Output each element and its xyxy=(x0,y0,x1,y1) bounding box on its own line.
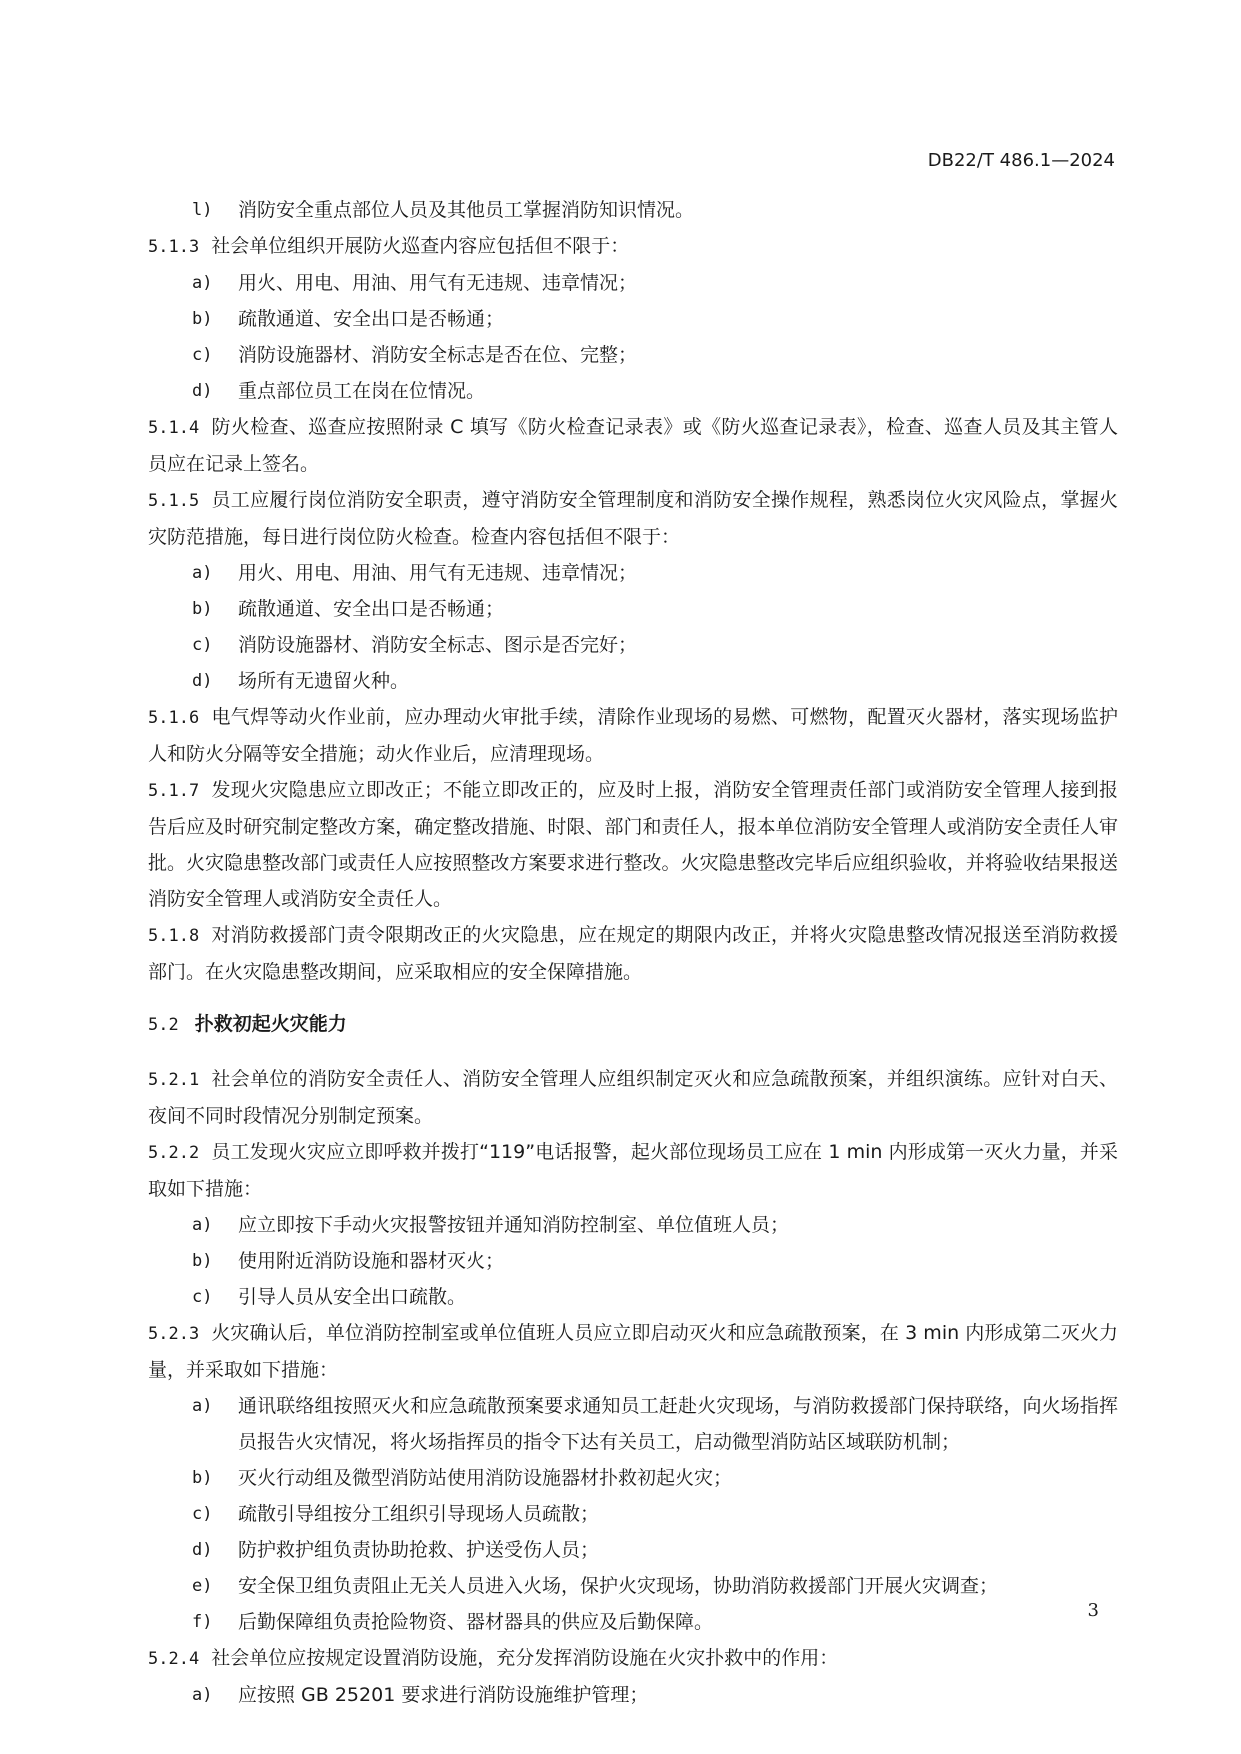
clause-number: 5.2.1 xyxy=(148,1070,200,1090)
clause-paragraph xyxy=(148,917,1118,990)
list-item-marker: b) xyxy=(192,599,213,619)
list-item xyxy=(148,373,1118,409)
clause-number: 5.2.2 xyxy=(148,1143,200,1163)
standard-code: DB22/T 486.1—2024 xyxy=(927,150,1115,171)
section-title: 扑救初起火灾能力 xyxy=(194,1013,347,1035)
list-item-marker: d) xyxy=(192,381,213,401)
list-item-text: 重点部位员工在岗在位情况。 xyxy=(238,380,486,402)
page-number: 3 xyxy=(1087,1600,1099,1621)
list-item xyxy=(148,337,1118,373)
clause-number: 5.1.7 xyxy=(148,781,200,801)
list-item xyxy=(148,1532,1118,1568)
clause-paragraph xyxy=(148,1134,1118,1207)
list-item-marker: l) xyxy=(192,200,213,220)
list-item-marker: c) xyxy=(192,635,213,655)
list-item-text: 后勤保障组负责抢险物资、器材器具的供应及后勤保障。 xyxy=(238,1611,714,1633)
list-item xyxy=(148,555,1118,591)
clause-number: 5.2.3 xyxy=(148,1324,200,1344)
clause-paragraph xyxy=(148,1640,1118,1677)
section-number: 5.2 xyxy=(148,1015,179,1035)
clause-number: 5.1.5 xyxy=(148,491,200,511)
list-item-text: 应立即按下手动火灾报警按钮并通知消防控制室、单位值班人员； xyxy=(238,1214,790,1236)
clause-paragraph xyxy=(148,699,1118,772)
list-item-marker: b) xyxy=(192,1251,213,1271)
list-item-text: 防护救护组负责协助抢救、护送受伤人员； xyxy=(238,1539,600,1561)
clause-number: 5.1.8 xyxy=(148,926,200,946)
list-item-marker: a) xyxy=(192,273,213,293)
list-item-text: 使用附近消防设施和器材灭火； xyxy=(238,1250,505,1272)
list-item-text: 通讯联络组按照灭火和应急疏散预案要求通知员工赶赴火灾现场，与消防救援部门保持联络，向火场指挥员报告火灾情况，将火场指挥员的指令下达有关员工，启动微型消防站区域联防机制； xyxy=(238,1395,1118,1453)
clause-number: 5.1.4 xyxy=(148,418,200,438)
clause-text: 对消防救援部门责令限期改正的火灾隐患，应在规定的期限内改正，并将火灾隐患整改情况报送至消防救援部门。在火灾隐患整改期间，应采取相应的安全保障措施。 xyxy=(148,924,1118,983)
document-body xyxy=(148,192,1118,1713)
list-item xyxy=(148,301,1118,337)
list-item-marker: d) xyxy=(192,671,213,691)
clause-text: 防火检查、巡查应按照附录 C 填写《防火检查记录表》或《防火巡查记录表》，检查、巡查人员及其主管人员应在记录上签名。 xyxy=(148,416,1118,475)
list-item xyxy=(148,265,1118,301)
list-item xyxy=(148,1207,1118,1243)
clause-text: 社会单位应按规定设置消防设施，充分发挥消防设施在火灾扑救中的作用： xyxy=(211,1647,839,1669)
clause-number: 5.1.3 xyxy=(148,237,200,257)
clause-number: 5.2.4 xyxy=(148,1649,200,1669)
list-item xyxy=(148,1677,1118,1713)
clause-text: 发现火灾隐患应立即改正；不能立即改正的，应及时上报，消防安全管理责任部门或消防安全管理人接到报告后应及时研究制定整改方案，确定整改措施、时限、部门和责任人，报本单位消防安全管理人或消防安全责任人审批。火灾隐患整改部门或责任人应按照整改方案要求进行整改。火灾隐患整改完毕后应组织验收，并将验收结果报送消防安全管理人或消防安全责任人。 xyxy=(148,779,1118,910)
list-item xyxy=(148,1388,1118,1460)
list-item-text: 消防设施器材、消防安全标志是否在位、完整； xyxy=(238,344,638,366)
list-item-text: 场所有无遗留火种。 xyxy=(238,670,410,692)
clause-paragraph xyxy=(148,409,1118,482)
list-item-text: 安全保卫组负责阻止无关人员进入火场，保护火灾现场，协助消防救援部门开展火灾调查； xyxy=(238,1575,999,1597)
list-item-text: 疏散引导组按分工组织引导现场人员疏散； xyxy=(238,1503,600,1525)
clause-text: 火灾确认后，单位消防控制室或单位值班人员应立即启动灭火和应急疏散预案，在 3 min 内形成第二灭火力量，并采取如下措施： xyxy=(148,1322,1118,1381)
clause-paragraph xyxy=(148,772,1118,917)
clause-text: 社会单位的消防安全责任人、消防安全管理人应组织制定灭火和应急疏散预案，并组织演练。应针对白天、夜间不同时段情况分别制定预案。 xyxy=(148,1068,1118,1127)
clause-text: 社会单位组织开展防火巡查内容应包括但不限于： xyxy=(211,235,630,257)
clause-text: 员工发现火灾应立即呼救并拨打“119”电话报警，起火部位现场员工应在 1 min 内形成第一灭火力量，并采取如下措施： xyxy=(148,1141,1118,1200)
list-item-marker: e) xyxy=(192,1576,213,1596)
list-item-marker: c) xyxy=(192,1504,213,1524)
list-item xyxy=(148,591,1118,627)
list-item-marker: d) xyxy=(192,1540,213,1560)
section-heading xyxy=(148,1006,1118,1043)
clause-text: 电气焊等动火作业前，应办理动火审批手续，清除作业现场的易燃、可燃物，配置灭火器材，落实现场监护人和防火分隔等安全措施；动火作业后，应清理现场。 xyxy=(148,706,1118,765)
clause-paragraph xyxy=(148,1061,1118,1134)
list-item xyxy=(148,1496,1118,1532)
list-item-marker: b) xyxy=(192,309,213,329)
list-item-text: 疏散通道、安全出口是否畅通； xyxy=(238,598,505,620)
list-item xyxy=(148,627,1118,663)
list-item-text: 消防安全重点部位人员及其他员工掌握消防知识情况。 xyxy=(238,199,695,221)
clause-paragraph xyxy=(148,482,1118,555)
list-item-text: 用火、用电、用油、用气有无违规、违章情况； xyxy=(238,272,638,294)
list-item-marker: f) xyxy=(192,1612,213,1632)
list-item-marker: a) xyxy=(192,563,213,583)
list-item-text: 引导人员从安全出口疏散。 xyxy=(238,1286,467,1308)
list-item-marker: a) xyxy=(192,1215,213,1235)
clause-paragraph xyxy=(148,1315,1118,1388)
list-item-marker: a) xyxy=(192,1396,213,1416)
list-item-marker: b) xyxy=(192,1468,213,1488)
list-item-text: 应按照 GB 25201 要求进行消防设施维护管理； xyxy=(238,1684,649,1706)
list-item-text: 消防设施器材、消防安全标志、图示是否完好； xyxy=(238,634,638,656)
clause-text: 员工应履行岗位消防安全职责，遵守消防安全管理制度和消防安全操作规程，熟悉岗位火灾风险点，掌握火灾防范措施，每日进行岗位防火检查。检查内容包括但不限于： xyxy=(148,489,1118,548)
list-item xyxy=(148,1460,1118,1496)
clause-number: 5.1.6 xyxy=(148,708,200,728)
clause-paragraph xyxy=(148,228,1118,265)
list-item xyxy=(148,192,1118,228)
list-item xyxy=(148,663,1118,699)
list-item-marker: c) xyxy=(192,345,213,365)
list-item xyxy=(148,1279,1118,1315)
list-item xyxy=(148,1604,1118,1640)
list-item-marker: c) xyxy=(192,1287,213,1307)
list-item-text: 疏散通道、安全出口是否畅通； xyxy=(238,308,505,330)
list-item-marker: a) xyxy=(192,1685,213,1705)
list-item-text: 灭火行动组及微型消防站使用消防设施器材扑救初起火灾； xyxy=(238,1467,733,1489)
list-item xyxy=(148,1568,1118,1604)
list-item xyxy=(148,1243,1118,1279)
list-item-text: 用火、用电、用油、用气有无违规、违章情况； xyxy=(238,562,638,584)
